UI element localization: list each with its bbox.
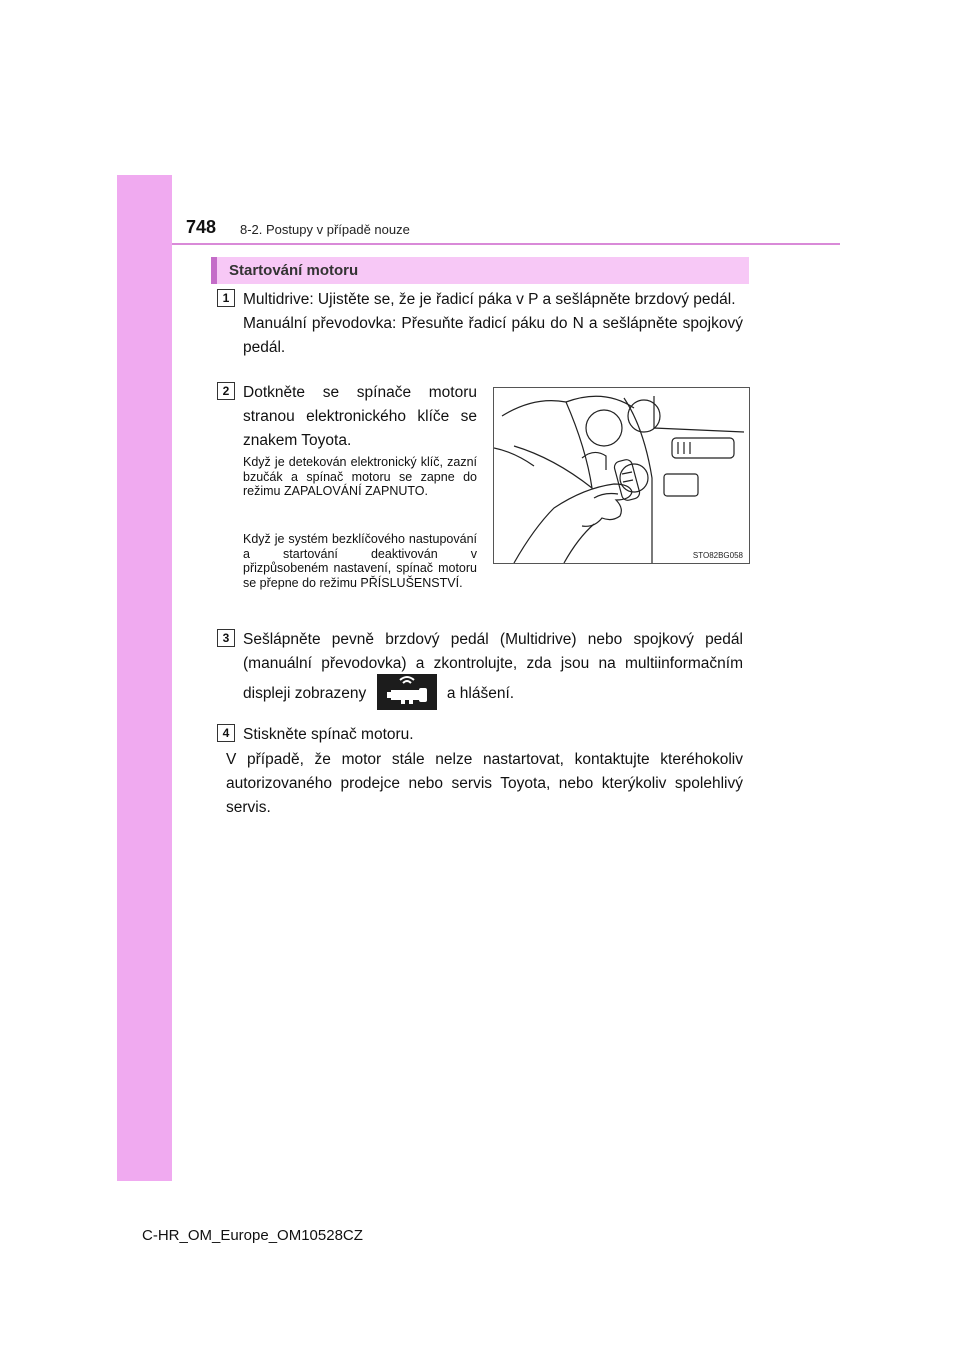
step-2-note-ignition: Když je detekován elektronický klíč, zazní bzučák a spínač motoru se zapne do režimu ZAPALOVÁNÍ ZAPNUTO.: [243, 455, 477, 498]
header-divider: [172, 243, 840, 245]
smart-key-indicator-icon: [377, 674, 437, 710]
page-number: 748: [186, 217, 217, 237]
hand-holding-key-drawing: [494, 388, 749, 563]
step-3-text-before: Sešlápněte pevně brzdový pedál (Multidrive) nebo spojkový pedál (manuální převodovka) a zkontrolujte, zda jsou na multiinformačním displeji zobrazeny: [243, 631, 743, 703]
side-tab-band: [117, 175, 172, 1181]
step-2-text: Dotkněte se spínače motoru stranou elektronického klíče se znakem Toyota.: [243, 384, 477, 449]
engine-switch-illustration: [493, 387, 750, 564]
figure-code: STO82BG058: [692, 551, 743, 560]
step-1-line-manual: Manuální převodovka: Přesuňte řadicí páku do N a sešlápněte spojkový pedál.: [243, 315, 743, 356]
section-heading: Startování motoru: [229, 262, 359, 279]
step-3-text-after: a hlášení.: [446, 685, 515, 703]
step-4-text: Stiskněte spínač motoru.: [243, 726, 414, 743]
step-badge-2: 2: [217, 382, 235, 400]
section-heading-bar: [211, 257, 749, 284]
step-badge-1: 1: [217, 289, 235, 307]
step-1-text: [243, 288, 743, 360]
step-3-text: [243, 628, 743, 712]
document-code-footer: C-HR_OM_Europe_OM10528CZ: [142, 1227, 363, 1244]
step-badge-3: 3: [217, 629, 235, 647]
step-1-line-multidrive: Multidrive: Ujistěte se, že je řadicí páka v P a sešlápněte brzdový pedál.: [243, 291, 736, 308]
section-title: 8-2. Postupy v případě nouze: [240, 222, 410, 237]
step-badge-4: 4: [217, 724, 235, 742]
closing-paragraph: V případě, že motor stále nelze nastartovat, kontaktujte kteréhokoliv autorizovaného prodejce nebo servis Toyota, nebo kterýkoliv spolehlivý servis.: [226, 751, 743, 816]
step-2-note-accessory: Když je systém bezklíčového nastupování a startování deaktivován v přizpůsobeném nastavení, spínač motoru se přepne do režimu PŘÍSLUŠENSTVÍ.: [243, 532, 477, 590]
